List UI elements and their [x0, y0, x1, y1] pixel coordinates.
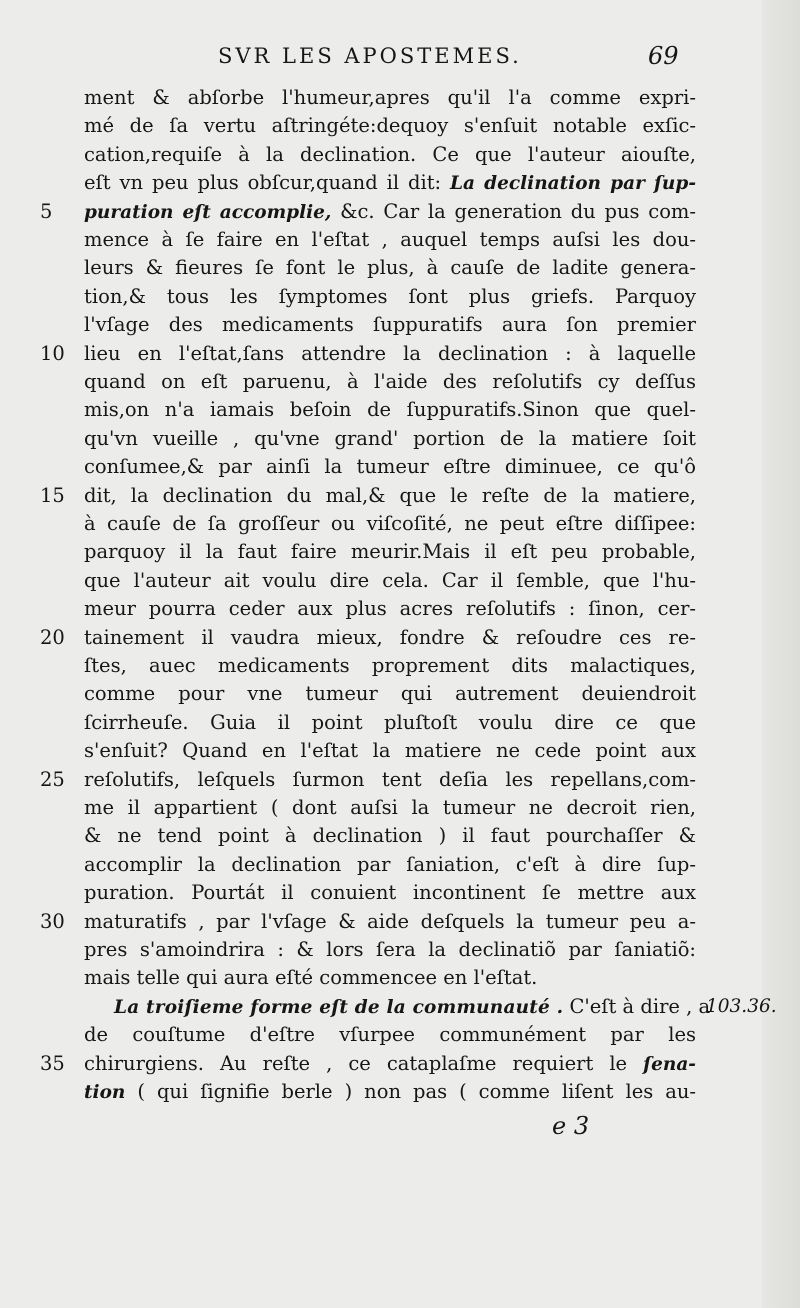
- text-line: ment & abſorbe l'humeur,apres qu'il l'a comme expri-: [84, 86, 696, 109]
- text-line: [84, 1050, 696, 1078]
- text-line: l'vſage des medicaments ſuppuratifs aura ſon premier: [84, 313, 696, 337]
- text-line: me il appartient ( dont auſsi la tumeur ne decroit rien,: [84, 796, 696, 819]
- line-number: 30: [40, 909, 65, 933]
- quoted-phrase: puration eſt accomplie,: [84, 201, 332, 223]
- section-lead: La troiſieme forme eſt de la communauté .: [114, 996, 564, 1018]
- text-line: accomplir la declination par ſaniation, c'eſt à dire ſup-: [84, 852, 696, 876]
- text-line: lieu en l'eſtat,ſans attendre la declination : à laquelle: [84, 341, 696, 365]
- text-line: conſumee,& par ainſi la tumeur eſtre diminuee, ce qu'ô: [84, 455, 696, 479]
- text-line: mis,on n'a iamais beſoin de ſuppuratifs.Sinon que quel-: [84, 398, 696, 422]
- text-line: dit, la declination du mal,& que le reſte de la matiere,: [84, 483, 696, 507]
- text-line: quand on eſt paruenu, à l'aide des reſolutifs cy deſſus: [84, 370, 696, 393]
- text-line: s'enſuit? Quand en l'eſtat la matiere ne cede point aux: [84, 739, 696, 763]
- text-line: parquoy il la faut faire meurir.Mais il eſt peu probable,: [84, 540, 696, 564]
- term-italic: tion: [84, 1082, 126, 1103]
- adjacent-page-edge: [762, 0, 800, 1308]
- text-fragment: &c. Car la generation du pus com-: [340, 199, 697, 223]
- text-fragment: chirurgiens. Au reſte , ce cataplaſme requiert le: [84, 1051, 628, 1075]
- text-line: de couſtume d'eſtre vſurpee communément par les: [84, 1023, 696, 1047]
- text-line: tainement il vaudra mieux, fondre & reſoudre ces re-: [84, 625, 696, 649]
- text-line: mence à ſe faire en l'eſtat , auquel temps auſsi les dou-: [84, 228, 696, 251]
- text-line: [84, 198, 696, 226]
- line-number: 10: [40, 341, 65, 365]
- term-italic: ſena-: [643, 1053, 696, 1075]
- text-line: qu'vn vueille , qu'vne grand' portion de la matiere ſoit: [84, 426, 696, 450]
- text-fragment: ( qui ſignifie berle ) non pas ( comme liſent les au-: [137, 1080, 696, 1103]
- text-line: pres s'amoindrira : & lors ſera la declinatiõ par ſaniatiõ:: [84, 938, 696, 961]
- text-line: cation,requiſe à la declination. Ce que l'auteur aiouſte,: [84, 142, 696, 166]
- text-fragment: eſt vn peu plus obſcur,quand il dit:: [84, 171, 442, 195]
- running-head: SVR LES APOSTEMES.: [218, 44, 522, 68]
- text-line: ſtes, auec medicaments proprement dits malactiques,: [84, 654, 696, 677]
- text-line: mé de ſa vertu aſtringéte:dequoy s'enſuit notable exſic-: [84, 114, 696, 138]
- text-line: que l'auteur ait voulu dire cela. Car il ſemble, que l'hu-: [84, 568, 696, 592]
- line-number: 25: [40, 767, 65, 791]
- page-header: [0, 42, 800, 76]
- text-fragment: C'eſt à dire , a: [569, 994, 711, 1018]
- quoted-phrase: La declination par ſup-: [450, 173, 696, 195]
- text-line: à cauſe de ſa groſſeur ou viſcoſité, ne peut eſtre diſſipee:: [84, 512, 696, 535]
- margin-reference: 103.36.: [706, 995, 777, 1017]
- line-number: 15: [40, 483, 65, 507]
- line-number: 5: [40, 199, 53, 223]
- text-line: & ne tend point à declination ) il faut pourchaſſer &: [84, 824, 696, 848]
- text-line: meur pourra ceder aux plus acres reſolutifs : ſinon, cer-: [84, 597, 696, 621]
- text-line: puration. Pourtát il conuient incontinent ſe mettre aux: [84, 881, 696, 905]
- text-line: maturatifs , par l'vſage & aide deſquels la tumeur peu a-: [84, 909, 696, 933]
- text-line: comme pour vne tumeur qui autrement deuiendroit: [84, 682, 696, 706]
- text-line: [84, 1078, 696, 1106]
- text-line: mais telle qui aura eſté commencee en l'eſtat.: [84, 966, 538, 990]
- text-line: leurs & fieures ſe font le plus, à cauſe de ladite genera-: [84, 256, 696, 280]
- text-line: reſolutifs, leſquels ſurmon tent deſia les repellans,com-: [84, 767, 696, 791]
- text-line: ſcirrheuſe. Guia il point pluſtoſt voulu dire ce que: [84, 710, 696, 734]
- text-line: [84, 169, 696, 197]
- signature-mark: e 3: [552, 1112, 590, 1141]
- line-number: 20: [40, 625, 65, 649]
- page-number: 69: [648, 42, 679, 70]
- text-line: [114, 993, 711, 1021]
- line-number: 35: [40, 1051, 65, 1075]
- text-line: tion,& tous les ſymptomes ſont plus griefs. Parquoy: [84, 284, 696, 308]
